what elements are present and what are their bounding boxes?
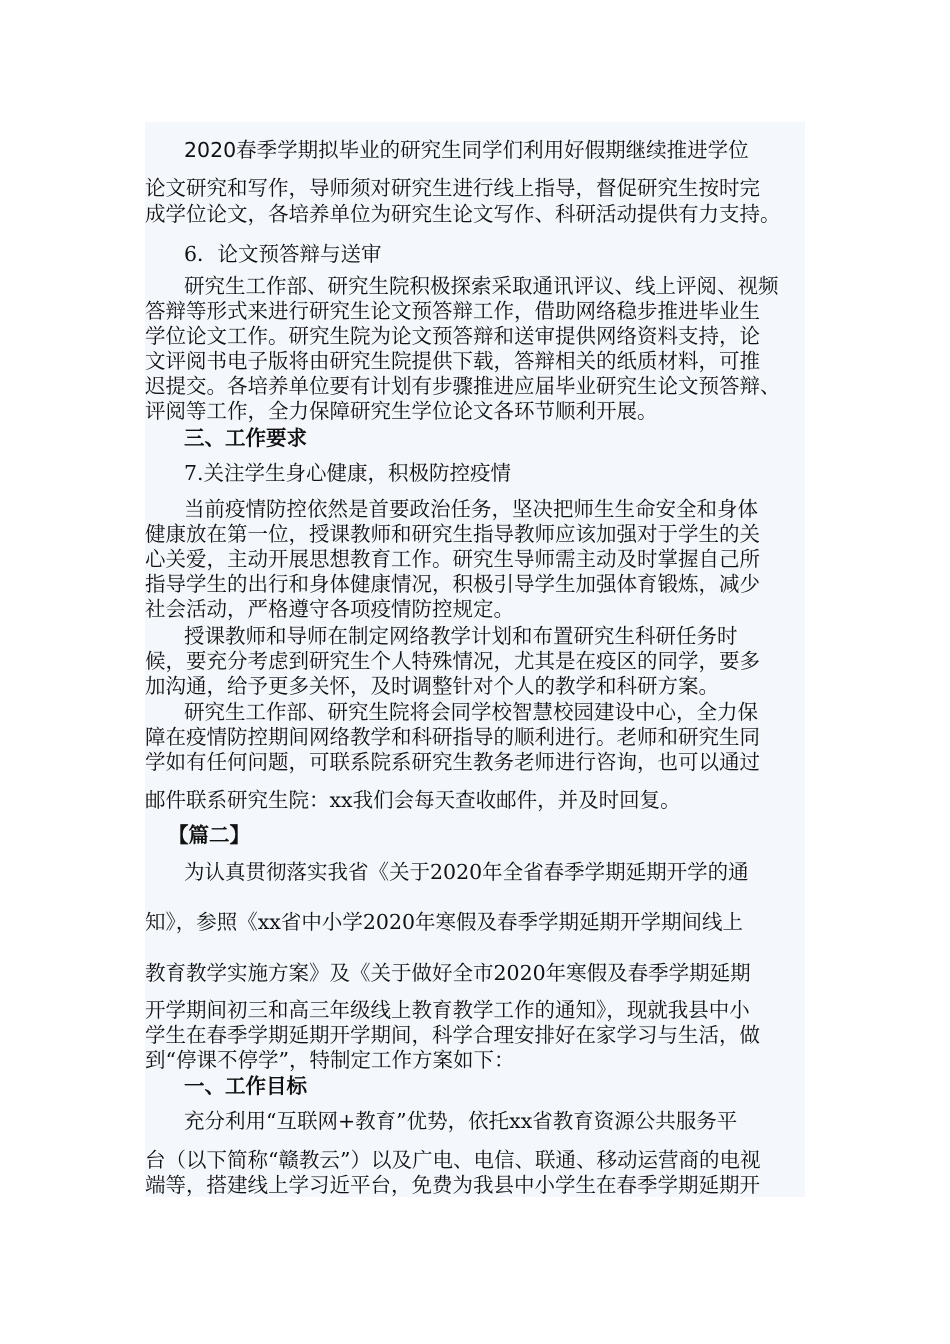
section-heading: 7.关注学生身心健康，积极防控疫情 bbox=[184, 461, 512, 485]
paragraph-line: 开学期间初三和高三年级线上教育教学工作的通知》，现就我县中小 bbox=[145, 998, 750, 1022]
paragraph-line: 教育教学实施方案》及《关于做好全市2020年寒假及春季学期延期 bbox=[145, 961, 751, 985]
section-heading: 一、工作目标 bbox=[184, 1074, 307, 1098]
paragraph-line: 当前疫情防控依然是首要政治任务，坚决把师生生命安全和身体 bbox=[184, 497, 758, 521]
paragraph-line: 指导学生的出行和身体健康情况，积极引导学生加强体育锻炼，减少 bbox=[145, 572, 760, 596]
paragraph-line: 学位论文工作。研究生院为论文预答辩和送审提供网络资料支持，论 bbox=[145, 324, 760, 348]
paragraph-line: 健康放在第一位，授课教师和研究生指导教师应该加强对于学生的关 bbox=[145, 522, 760, 546]
section-heading: 三、工作要求 bbox=[184, 426, 307, 450]
paragraph-line: 候，要充分考虑到研究生个人特殊情况，尤其是在疫区的同学，要多 bbox=[145, 649, 760, 673]
paragraph-line: 为认真贯彻落实我省《关于2020年全省春季学期延期开学的通 bbox=[184, 860, 749, 884]
paragraph-line: 迟提交。各培养单位要有计划有步骤推进应届毕业研究生论文预答辩、 bbox=[145, 374, 781, 398]
paragraph-line: 到“停课不停学”，特制定工作方案如下： bbox=[145, 1048, 515, 1072]
section-heading: 6．论文预答辩与送审 bbox=[184, 242, 382, 266]
paragraph-line: 端等，搭建线上学习近平台，免费为我县中小学生在春季学期延期开 bbox=[145, 1173, 760, 1197]
paragraph-line: 评阅等工作，全力保障研究生学位论文各环节顺利开展。 bbox=[145, 399, 658, 423]
paragraph-line: 学生在春季学期延期开学期间，科学合理安排好在家学习与生活，做 bbox=[145, 1023, 760, 1047]
paragraph-line: 社会活动，严格遵守各项疫情防控规定。 bbox=[145, 597, 514, 621]
paragraph-line: 答辩等形式来进行研究生论文预答辩工作，借助网络稳步推进毕业生 bbox=[145, 299, 760, 323]
part-heading: 【篇二】 bbox=[168, 823, 250, 847]
paragraph-line: 授课教师和导师在制定网络教学计划和布置研究生科研任务时 bbox=[184, 624, 738, 648]
paragraph-line: 研究生工作部、研究生院将会同学校智慧校园建设中心，全力保 bbox=[184, 700, 758, 724]
paragraph-line: 充分利用“互联网+教育”优势，依托xx省教育资源公共服务平 bbox=[184, 1109, 738, 1133]
paragraph-line: 论文研究和写作，导师须对研究生进行线上指导，督促研究生按时完 bbox=[145, 176, 760, 200]
paragraph-line: 障在疫情防控期间网络教学和科研指导的顺利进行。老师和研究生同 bbox=[145, 725, 760, 749]
paragraph-line: 加沟通，给予更多关怀，及时调整针对个人的教学和科研方案。 bbox=[145, 674, 719, 698]
paragraph-line: 台（以下简称“赣教云”）以及广电、电信、联通、移动运营商的电视 bbox=[145, 1148, 761, 1172]
paragraph-line: 学如有任何问题，可联系院系研究生教务老师进行咨询，也可以通过 bbox=[145, 750, 760, 774]
paragraph-line: 2020春季学期拟毕业的研究生同学们利用好假期继续推进学位 bbox=[184, 138, 749, 162]
paragraph-line: 心关爱，主动开展思想教育工作。研究生导师需主动及时掌握自己所 bbox=[145, 547, 760, 571]
paragraph-line: 成学位论文，各培养单位为研究生论文写作、科研活动提供有力支持。 bbox=[145, 202, 781, 226]
paragraph-line: 邮件联系研究生院：xx我们会每天查收邮件，并及时回复。 bbox=[145, 788, 681, 812]
paragraph-line: 研究生工作部、研究生院积极探索采取通讯评议、线上评阅、视频 bbox=[184, 274, 779, 298]
paragraph-line: 知》，参照《xx省中小学2020年寒假及春季学期延期开学期间线上 bbox=[145, 910, 744, 934]
paragraph-line: 文评阅书电子版将由研究生院提供下载，答辩相关的纸质材料，可推 bbox=[145, 349, 760, 373]
